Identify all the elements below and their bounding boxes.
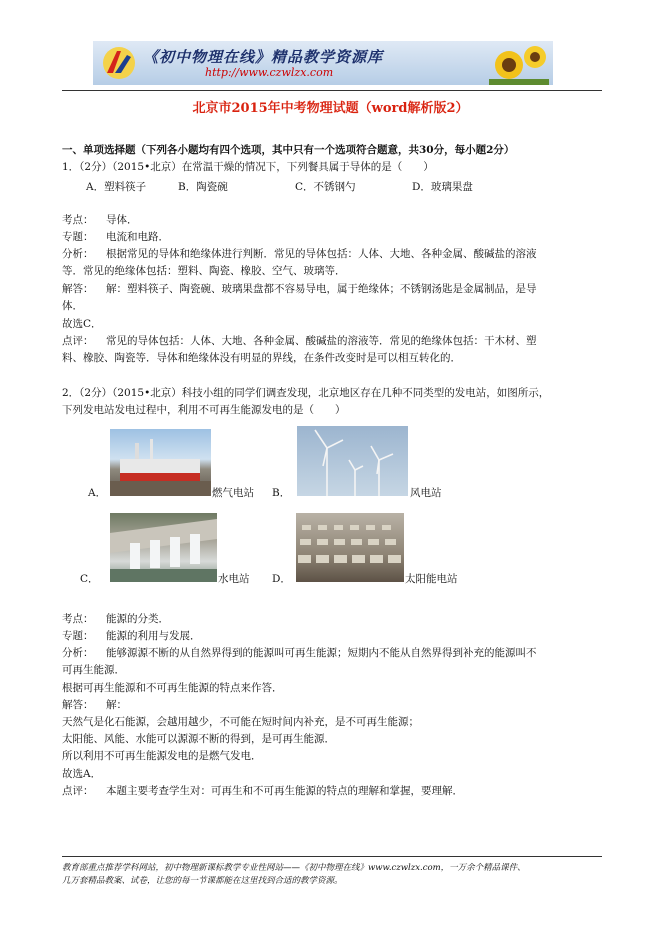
footer-rule [62,856,602,857]
q1-fenxi [62,247,537,261]
banner-url: http://www.czwlzx.com [205,66,334,79]
label: 点评： [62,785,94,797]
q2-option-a-caption: 燃气电站 [212,487,254,499]
label: 专题： [62,231,94,243]
q1-option-d: D．玻璃果盘 [412,181,473,193]
q2-kaodian [62,612,169,626]
q2-jieda-line-3: 所以利用不可再生能源发电的是燃气发电． [62,750,262,762]
q2-option-b-letter: B． [272,487,291,499]
gas-power-station-image [110,429,211,496]
footer-line-2: 几万套精品教案、试卷，让您的每一节课都能在这里找到合适的教学资源。 [62,876,343,886]
solar-power-station-image [296,513,404,582]
label: 点评： [62,335,94,347]
value: 本题主要考查学生对：可再生和不可再生能源的特点的理解和掌握，要理解． [106,785,463,797]
page-title: 北京市2015年中考物理试题（word解析版2） [192,101,469,116]
q1-jieda [62,282,537,296]
value: 能够源源不断的从自然界得到的能源叫可再生能源；短期内不能从自然界得到补充的能源叫不 [106,647,537,659]
wind-power-station-image [297,426,408,496]
q2-jieda-line-2: 太阳能、风能、水能可以源源不断的得到，是可再生能源． [62,733,335,745]
q2-option-a-letter: A． [88,487,107,499]
hydro-power-station-image [110,513,217,582]
value: 根据常见的导体和绝缘体进行判断．常见的导体包括：人体、大地、各种金属、酸碱盐的溶液 [106,248,537,260]
q2-stem: 2．（2分）（2015•北京）科技小组的同学们调查发现，北京地区存在几种不同类型的发电站，如图所示， [62,387,550,399]
page-footer [62,862,602,888]
q2-answer: 故选A． [62,768,102,780]
footer-line-1: 教育部重点推荐学科网站，初中物理新课标教学专业性网站——《初中物理在线》www.czwlzx.com，一万余个精品课件、 [62,863,526,873]
section-heading: 一、单项选择题（下列各小题均有四个选项，其中只有一个选项符合题意，共30分，每小题2分） [62,144,515,156]
q2-stem-cont: 下列发电站发电过程中，利用不可再生能源发电的是（ ） [62,404,346,416]
site-logo-icon [101,45,137,81]
value: 解：塑料筷子、陶瓷碗、玻璃果盘都不容易导电，属于绝缘体；不锈钢汤匙是金属制品，是导 [106,283,537,295]
label: 分析： [62,248,94,260]
q1-kaodian [62,213,138,227]
q2-jieda-line-1: 天然气是化石能源，会越用越少，不可能在短时间内补充，是不可再生能源； [62,716,419,728]
banner-title: 《初中物理在线》精品教学资源库 [143,48,384,66]
q2-option-d-letter: D． [272,573,291,585]
q2-option-b-caption: 风电站 [410,487,442,499]
q2-fenxi-cont-2: 根据可再生能源和不可再生能源的特点来作答． [62,682,283,694]
label: 解答： [62,699,94,711]
value: 电流和电路． [106,231,169,243]
q1-stem: 1．（2分）（2015•北京）在常温干燥的情况下，下列餐具属于导体的是（ ） [62,161,434,173]
q2-option-c-letter: C． [80,573,99,585]
value: 能源的利用与发展． [106,630,201,642]
sunflower-icon [489,43,549,85]
q2-option-c-caption: 水电站 [218,573,250,585]
q2-option-d-caption: 太阳能电站 [405,573,458,585]
q1-option-b: B．陶瓷碗 [178,181,228,193]
value: 导体． [106,214,138,226]
header-banner [93,41,553,85]
label: 分析： [62,647,94,659]
label: 解答： [62,283,94,295]
q2-fenxi [62,646,537,660]
q1-dianping [62,334,537,348]
value: 解： [106,699,127,711]
q1-option-c: C．不锈钢勺 [295,181,356,193]
label: 专题： [62,630,94,642]
q2-zhuanti [62,629,201,643]
q2-jieda [62,698,127,712]
q1-jieda-cont: 体． [62,300,83,312]
q1-dianping-cont: 料、橡胶、陶瓷等．导体和绝缘体没有明显的界线，在条件改变时是可以相互转化的． [62,352,461,364]
value: 能源的分类． [106,613,169,625]
value: 常见的导体包括：人体、大地、各种金属、酸碱盐的溶液等．常见的绝缘体包括：干木材、塑 [106,335,537,347]
q1-zhuanti [62,230,169,244]
label: 考点： [62,613,94,625]
q2-dianping [62,784,463,798]
header-rule [62,90,602,91]
q1-answer: 故选C． [62,318,102,330]
q1-fenxi-cont: 等．常见的绝缘体包括：塑料、陶瓷、橡胶、空气、玻璃等． [62,265,346,277]
q1-option-a: A．塑料筷子 [86,181,147,193]
q2-fenxi-cont: 可再生能源． [62,664,125,676]
label: 考点： [62,214,94,226]
